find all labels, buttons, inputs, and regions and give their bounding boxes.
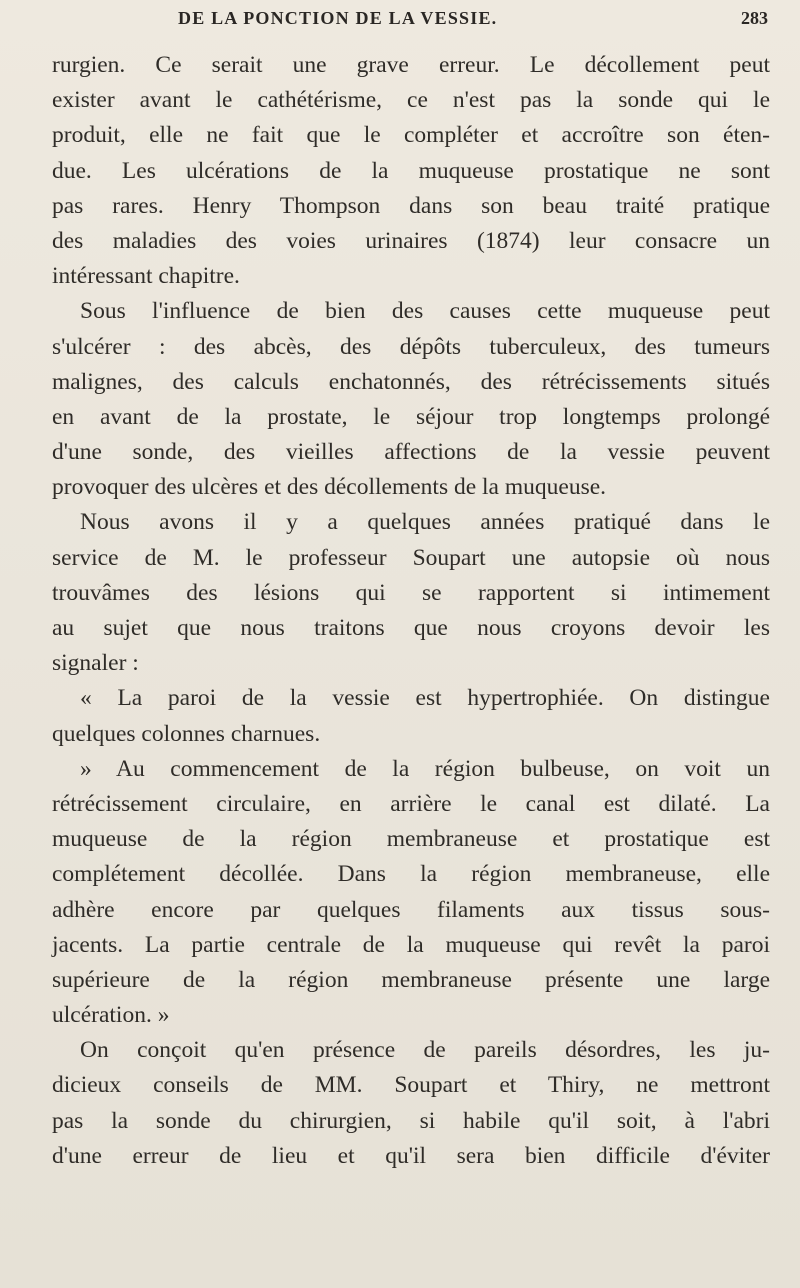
text-line: dicieux conseils de MM. Soupart et Thiry, ne mettront: [52, 1072, 770, 1099]
text-line: Sous l'influence de bien des causes cette muqueuse peut: [80, 298, 770, 325]
text-line: On conçoit qu'en présence de pareils désordres, les ju-: [80, 1037, 770, 1064]
text-line: supérieure de la région membraneuse présente une large: [52, 966, 770, 993]
text-line: s'ulcérer : des abcès, des dépôts tuberculeux, des tumeurs: [52, 333, 770, 360]
text-line: complétement décollée. Dans la région membraneuse, elle: [52, 861, 770, 888]
running-title: DE LA PONCTION DE LA VESSIE.: [178, 8, 498, 28]
text-line: « La paroi de la vessie est hypertrophiée. On distingue: [80, 685, 770, 712]
text-line: signaler :: [52, 650, 139, 677]
text-line: adhère encore par quelques filaments aux tissus sous-: [52, 896, 770, 923]
body-text: [52, 48, 770, 1174]
text-line: rétrécissement circulaire, en arrière le canal est dilaté. La: [52, 790, 770, 817]
text-line: » Au commencement de la région bulbeuse, on voit un: [80, 755, 770, 782]
text-line: produit, elle ne fait que le compléter et accroître son éten-: [52, 122, 770, 149]
text-line: quelques colonnes charnues.: [52, 720, 321, 747]
text-line: ulcération. »: [52, 1002, 170, 1029]
text-line: exister avant le cathétérisme, ce n'est pas la sonde qui le: [52, 87, 770, 114]
text-line: rurgien. Ce serait une grave erreur. Le décollement peut: [52, 52, 770, 78]
text-line: muqueuse de la région membraneuse et prostatique est: [52, 826, 770, 853]
text-line: pas rares. Henry Thompson dans son beau traité pratique: [52, 192, 770, 219]
text-line: due. Les ulcérations de la muqueuse prostatique ne sont: [52, 157, 770, 184]
text-line: jacents. La partie centrale de la muqueuse qui revêt la paroi: [52, 931, 770, 958]
text-line: des maladies des voies urinaires (1874) leur consacre un: [52, 227, 770, 254]
text-line: service de M. le professeur Soupart une autopsie où nous: [52, 544, 770, 571]
text-line: pas la sonde du chirurgien, si habile qu'il soit, à l'abri: [52, 1107, 770, 1134]
text-line: malignes, des calculs enchatonnés, des rétrécissements situés: [52, 368, 770, 395]
text-line: trouvâmes des lésions qui se rapportent si intimement: [52, 579, 770, 606]
text-line: d'une erreur de lieu et qu'il sera bien difficile d'éviter: [52, 1142, 770, 1169]
text-line: intéressant chapitre.: [52, 263, 240, 290]
text-line: en avant de la prostate, le séjour trop longtemps prolongé: [52, 403, 770, 430]
text-line: au sujet que nous traitons que nous croyons devoir les: [52, 615, 770, 641]
text-line: provoquer des ulcères et des décollements de la muqueuse.: [52, 474, 607, 501]
text-line: Nous avons il y a quelques années pratiqué dans le: [80, 509, 770, 536]
page-header: [178, 8, 768, 38]
page-number: 283: [741, 8, 768, 28]
text-line: d'une sonde, des vieilles affections de la vessie peuvent: [52, 439, 770, 466]
